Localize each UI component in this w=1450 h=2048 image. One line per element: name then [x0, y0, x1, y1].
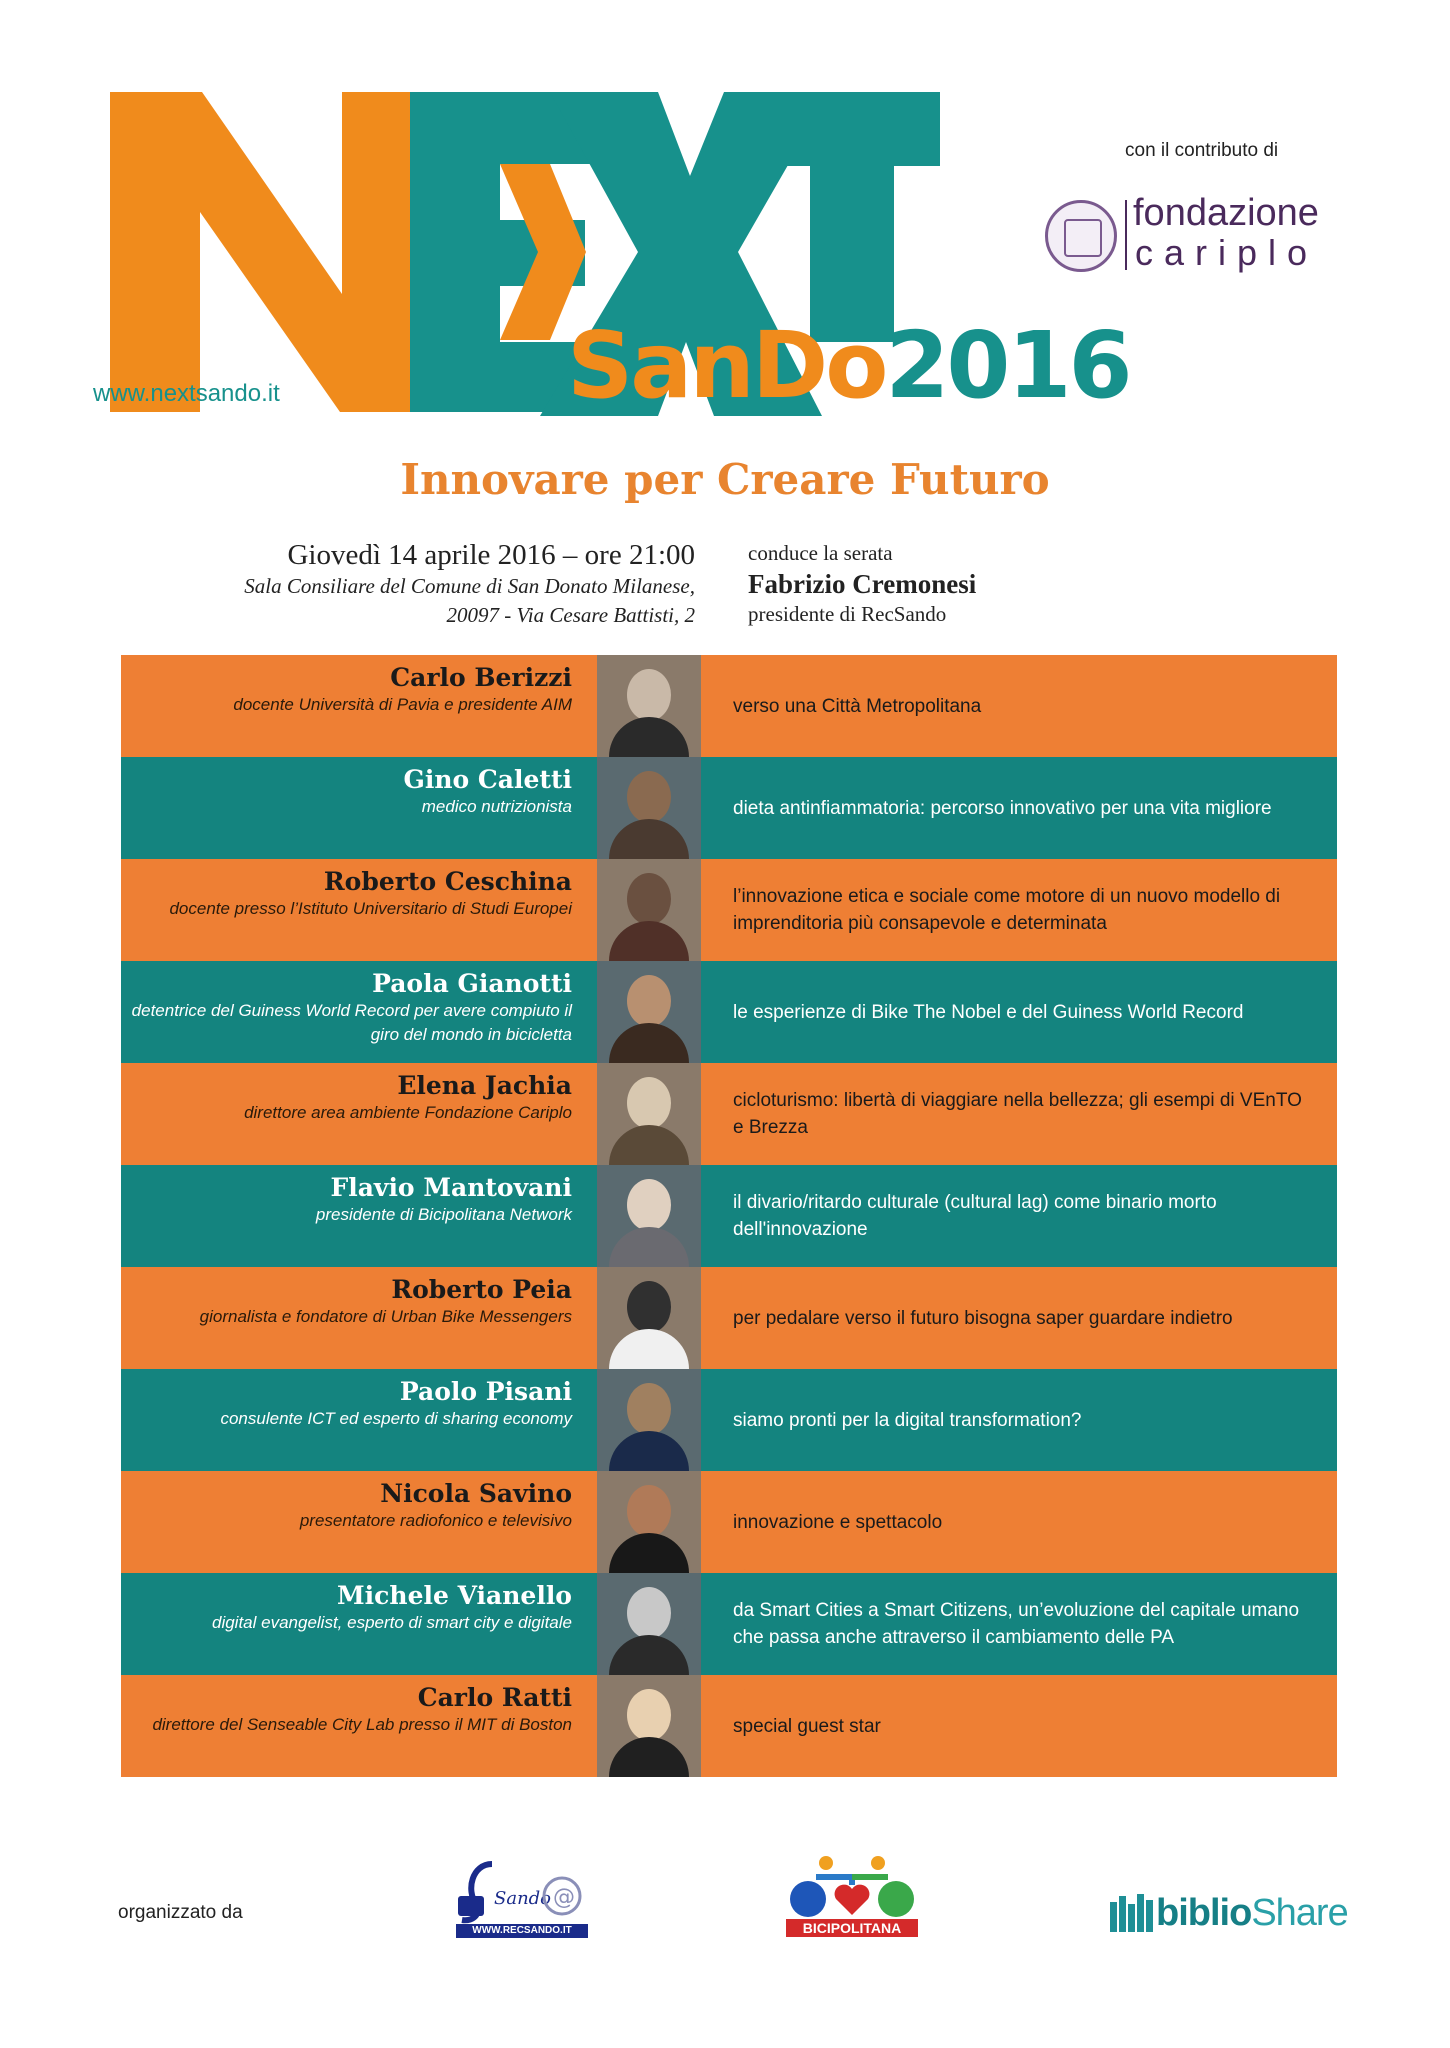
- speaker-topic: per pedalare verso il futuro bisogna saper guardare indietro: [733, 1307, 1233, 1329]
- speaker-topic: l’innovazione etica e sociale come motore di un nuovo modello di imprenditoria più consapevole e determinata: [733, 886, 1281, 934]
- organized-by-label: organizzato da: [118, 1902, 243, 1923]
- speaker-photo: [597, 1573, 701, 1675]
- speaker-topic: special guest star: [733, 1715, 881, 1737]
- speaker-name: Flavio Mantovani: [330, 1173, 572, 1202]
- cariplo-seal-icon: [1045, 200, 1117, 272]
- speaker-row: [121, 1675, 1337, 1777]
- bookshelf-icon: [1110, 1892, 1154, 1934]
- speaker-row: [121, 1063, 1337, 1165]
- speaker-row: [121, 859, 1337, 961]
- sponsor-label: con il contributo di: [1125, 140, 1279, 161]
- speaker-role: presidente di Bicipolitana Network: [315, 1205, 572, 1224]
- speaker-row: [121, 1165, 1337, 1267]
- speaker-topic: siamo pronti per la digital transformation?: [733, 1409, 1082, 1431]
- event-tagline: Innovare per Creare Futuro: [400, 455, 1050, 504]
- event-details: [244, 538, 695, 630]
- logo-letter-n: [110, 92, 428, 412]
- speaker-topic: il divario/ritardo culturale (cultural lag) come binario morto dell'innovazione: [733, 1192, 1217, 1240]
- speaker-role: docente Università di Pavia e presidente AIM: [233, 695, 572, 714]
- speaker-photo: [597, 1471, 701, 1573]
- speaker-row: [121, 757, 1337, 859]
- speaker-row: [121, 655, 1337, 757]
- speaker-photo: [597, 655, 701, 757]
- sando-2016-logo: SanDo2016: [567, 312, 1130, 419]
- speaker-role: detentrice del Guiness World Record per avere compiuto il giro del mondo in bicicletta: [131, 1001, 572, 1044]
- svg-text:Sando: Sando: [494, 1888, 552, 1909]
- speaker-row: [121, 1369, 1337, 1471]
- speaker-name: Paolo Pisani: [399, 1377, 572, 1406]
- speaker-name: Roberto Ceschina: [323, 867, 572, 896]
- bicipolitana-icon: [786, 1855, 918, 1919]
- logo-letter-t: [750, 92, 940, 342]
- speakers-table: [121, 655, 1337, 1777]
- speaker-name: Nicola Savino: [380, 1479, 572, 1508]
- speaker-name: Elena Jachia: [397, 1071, 572, 1100]
- speaker-photo: [597, 1165, 701, 1267]
- website-link[interactable]: www.nextsando.it: [93, 380, 280, 407]
- speaker-role: digital evangelist, esperto di smart city e digitale: [211, 1613, 572, 1632]
- speaker-row: [121, 1267, 1337, 1369]
- speaker-row: [121, 1471, 1337, 1573]
- recsando-mark-icon: [452, 1860, 592, 1926]
- speaker-topic: verso una Città Metropolitana: [733, 695, 982, 717]
- recsando-logo: [452, 1860, 592, 1940]
- fondazione-cariplo-logo: fondazione cariplo: [1045, 192, 1365, 282]
- host-intro: conduce la serata: [748, 541, 893, 565]
- recsando-url: WWW.RECSANDO.IT: [456, 1924, 588, 1938]
- speaker-name: Paola Gianotti: [372, 969, 572, 998]
- speaker-photo: [597, 757, 701, 859]
- speaker-name: Carlo Berizzi: [390, 663, 572, 692]
- event-venue-line2: 20097 - Via Cesare Battisti, 2: [446, 603, 695, 627]
- speaker-role: medico nutrizionista: [421, 797, 572, 816]
- speaker-topic: dieta antinfiammatoria: percorso innovativo per una vita migliore: [733, 797, 1272, 819]
- speaker-role: giornalista e fondatore di Urban Bike Messengers: [199, 1307, 572, 1326]
- speaker-photo: [597, 1369, 701, 1471]
- speaker-row: [121, 1573, 1337, 1675]
- speaker-name: Roberto Peia: [391, 1275, 572, 1304]
- speaker-role: direttore area ambiente Fondazione Cariplo: [244, 1103, 572, 1122]
- speaker-role: direttore del Senseable City Lab presso il MIT di Boston: [152, 1715, 572, 1734]
- speaker-topic: da Smart Cities a Smart Citizens, un’evoluzione del capitale umano che passa anche attraverso il cambiamento delle PA: [733, 1600, 1300, 1648]
- speaker-topic: le esperienze di Bike The Nobel e del Guiness World Record: [733, 1001, 1244, 1023]
- speaker-role: presentatore radiofonico e televisivo: [299, 1511, 572, 1530]
- speaker-role: docente presso l’Istituto Universitario di Studi Europei: [169, 899, 572, 918]
- speaker-name: Carlo Ratti: [417, 1683, 572, 1712]
- host-role: presidente di RecSando: [748, 602, 947, 626]
- speaker-row: [121, 961, 1337, 1063]
- speaker-photo: [597, 961, 701, 1063]
- speaker-topic: innovazione e spettacolo: [733, 1511, 943, 1533]
- svg-text:@: @: [553, 1885, 575, 1910]
- speaker-name: Michele Vianello: [337, 1581, 572, 1610]
- host-details: [748, 538, 976, 628]
- speaker-photo: [597, 859, 701, 961]
- bicipolitana-label: BICIPOLITANA: [786, 1919, 918, 1937]
- speaker-photo: [597, 1267, 701, 1369]
- bicipolitana-logo: [786, 1855, 918, 1937]
- host-name: Fabrizio Cremonesi: [748, 569, 977, 599]
- speaker-topic: cicloturismo: libertà di viaggiare nella bellezza; gli esempi di VEnTO e Brezza: [733, 1090, 1302, 1138]
- speaker-role: consulente ICT ed esperto di sharing economy: [220, 1409, 572, 1428]
- speaker-photo: [597, 1675, 701, 1777]
- event-venue-line1: Sala Consiliare del Comune di San Donato Milanese,: [244, 574, 695, 598]
- speaker-name: Gino Caletti: [403, 765, 572, 794]
- event-date: Giovedì 14 aprile 2016 – ore 21:00: [287, 539, 695, 571]
- speaker-photo: [597, 1063, 701, 1165]
